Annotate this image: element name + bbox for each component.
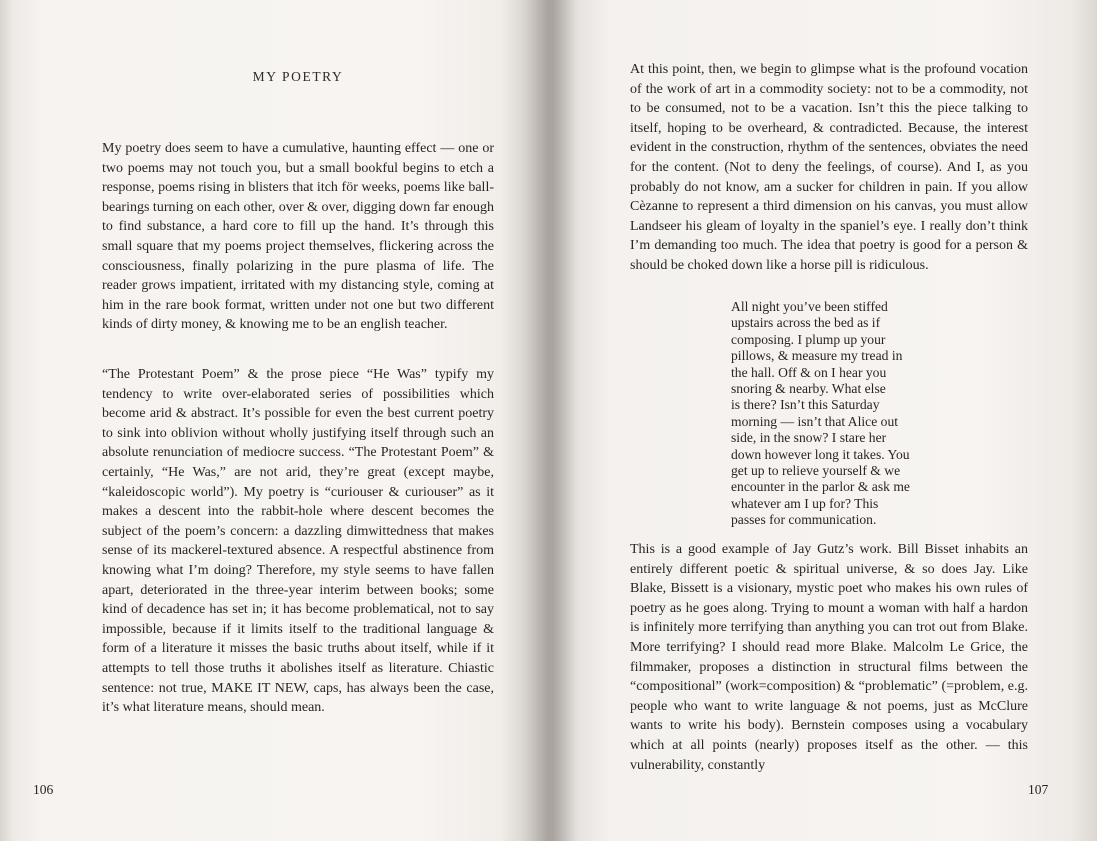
page-title: MY POETRY: [252, 69, 344, 84]
poem-line: is there? Isn’t this Saturday: [731, 397, 880, 413]
paragraph-text: At this point, then, we begin to glimpse what is the profound vocation of the work of art in a commodity society: not to be a commodity, not to be consumed, not to be a vacation. Isn’t this the piece talking to itself, hoping to be overheard, & contradicted. Because, the interest evident in the construction, rhythm of the sentences, obviates the need for the content. (Not to deny the feelings, of course). And I, as you probably do not know, am a sucker for children in pain. If you allow Cèzanne to represent a third dimension on his canvas, you must allow Landseer his gleam of loyalty in the spaniel’s eye. I really don’t think I’m demanding too much. The idea that poetry is good for a person & should be choked down like a horse pill is ridiculous.: [630, 62, 1028, 273]
poem-line: passes for communication.: [731, 512, 877, 528]
poem-line: whatever am I up for? This: [731, 495, 879, 511]
poem-line: pillows, & measure my tread in: [731, 348, 903, 364]
poem-line: side, in the snow? I stare her: [731, 430, 887, 446]
paragraph-text: “The Protestant Poem” & the prose piece “He Was” typify my tendency to write over-elaborated series of possibilities which become arid & abstract. It’s possible for even the best current poetry to sink into oblivion without wholly justifying itself through such an absolute renunciation of mediocre success. “The Protestant Poem” & certainly, “He Was,” are not arid, they’re great (except maybe, “kaleidoscopic world”). My poetry is “curiouser & curiouser” as it makes a descent into the rabbit-hole where descent becomes the subject of the poem’s concern: a dazzling dimwittedness that makes sense of its mackerel-textured absence. A respectful abstinence from knowing what I’m doing? Therefore, my style seems to have fallen apart, deteriorated in the three-year interim between books; some kind of decadence has set in; it has become problematical, not to say impossible, because if it limits itself to the traditional language & form of a literature it misses the basic truths about itself, while if it attempts to tell those truths it abolishes itself as literature. Chiastic sentence: not true, MAKE IT NEW, caps, has always been the case, it’s what literature means, should mean.: [102, 367, 494, 716]
right-page: [556, 0, 1097, 841]
body-paragraph: [630, 540, 1028, 775]
paragraph-text: My poetry does seem to have a cumulative, haunting effect — one or two poems may not touch you, but a small bookful begins to etch a response, poems rising in blisters that itch för weeks, poems like ball-bearings turning on each other, over & over, digging down far enough to find substance, a hard core to fill up the hand. It’s through this small square that my poems project themselves, flickering across the consciousness, finally polarizing in the pure plasma of life. The reader grows impatient, irritated with my distancing style, coming at him in the rare book format, written under not one but two different kinds of dirty money, & knowing me to be an english teacher.: [102, 141, 494, 333]
poem-line: the hall. Off & on I hear you: [731, 364, 887, 380]
body-paragraph: [102, 139, 494, 335]
poem-line: composing. I plump up your: [731, 331, 886, 347]
page-number: 106: [33, 782, 54, 797]
quoted-poem: [731, 299, 961, 529]
left-page: [0, 0, 548, 841]
poem-line: down however long it takes. You: [731, 446, 910, 462]
poem-line: encounter in the parlor & ask me: [731, 479, 910, 495]
page-number: 107: [1028, 782, 1049, 797]
poem-line: snoring & nearby. What else: [731, 381, 886, 397]
body-paragraph: [630, 60, 1028, 276]
body-paragraph: [102, 365, 494, 718]
poem-line: upstairs across the bed as if: [731, 315, 881, 331]
paragraph-text: This is a good example of Jay Gutz’s work. Bill Bisset inhabits an entirely different poetic & spiritual universe, & so does Jay. Like Blake, Bissett is a visionary, mystic poet who makes his own rules of poetry as he goes along. Trying to mount a woman with half a hardon is infinitely more terrifying than anything you can trot out from Blake. More terrifying? I should read more Blake. Malcolm Le Grice, the filmmaker, proposes a distinction in structural films between the “compositional” (work=composition) & “problematic” (=problem, e.g. people who want to write language & not poems, just as McClure wants to write his body). Bernstein composes using a vocabulary which at all points (nearly) proposes itself as the other. — this vulnerability, constantly: [630, 542, 1028, 773]
poem-line: get up to relieve yourself & we: [731, 463, 901, 479]
poem-line: morning — isn’t that Alice out: [731, 413, 899, 429]
poem-line: All night you’ve been stiffed: [731, 299, 888, 314]
